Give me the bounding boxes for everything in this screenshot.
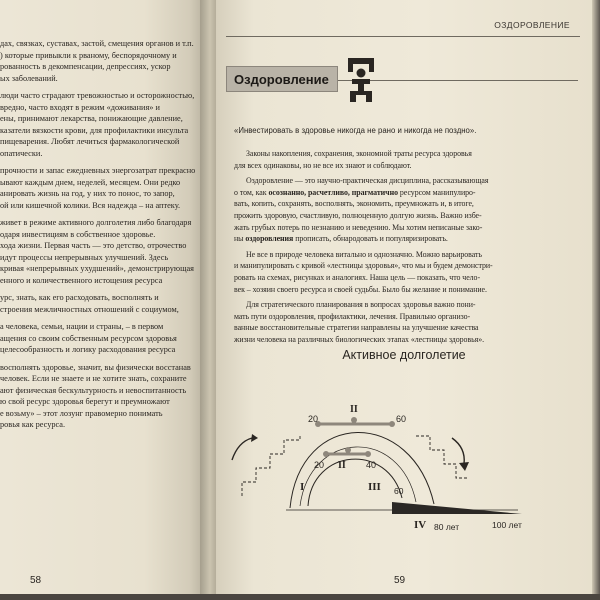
left-arrow-icon [232, 438, 252, 460]
body-line: вать, копить, сохранять, восполнять, экономить, преумножать и, в итоге, [234, 199, 474, 209]
body-line: и манипулировать с кривой «лестницы здоровья», что мы и будем демонстри- [234, 261, 493, 271]
decline-ramp [392, 502, 522, 514]
left-page-line: человек. Если не знаете и не хотите знать, сохраните [0, 374, 187, 383]
emphasis-text: оздоровления [245, 234, 294, 244]
inner-mid-dot [345, 447, 351, 453]
body-line: ванные восстановительные стратегии направлены на улучшение качества [234, 323, 479, 333]
body-line: Не все в природе человека витально и однозначно. Можно варьировать [246, 249, 482, 259]
diagram-title: Активное долголетие [342, 348, 466, 362]
body-line: жизни человека на различных биологических этапах «лестницы здоровья». [234, 334, 485, 344]
label-inner-40: 40 [366, 460, 377, 470]
label-inner-II: II [338, 460, 346, 471]
left-page-line: ) которые привыкли к рваному, беспорядочному и [0, 50, 177, 60]
left-page-line: ой или кишечной колики. Вся надежда – на аптеку. [0, 200, 181, 210]
body-line: ровать на схемах, рисунках и аналогиях. Наша цель — показать, что чело- [234, 272, 481, 282]
top-right-dot [389, 421, 395, 427]
left-page-line: опатически. [0, 148, 43, 158]
epigraph-quote: «Инвестировать в здоровье никогда не рано и никогда не поздно». [234, 126, 477, 135]
left-page-line: идут процессы непрерывных улучшений. Здесь [0, 252, 169, 262]
body-text [234, 148, 574, 346]
left-page-line: пищеварения. Любят лечиться фармакологической [0, 137, 180, 146]
body-line: Оздоровление — это научно-практическая дисциплина, рассказывающая [246, 176, 489, 186]
label-inner-20: 20 [314, 460, 325, 470]
left-page-line: ю свой ресурс здоровья берегут и преумножают [0, 397, 170, 406]
label-age-80: 80 лет [434, 522, 460, 532]
right-arrow-icon [452, 438, 464, 464]
left-page-text [0, 38, 206, 431]
running-header-rule [226, 36, 580, 37]
emphasis-text: осознанно, расчетливо, прагматично [268, 187, 398, 197]
left-page-line: вредно, часто входят в режим «доживания» и [0, 102, 160, 112]
body-line: для всех одинаковы, но не все их знают и соблюдают. [234, 160, 412, 170]
running-header: ОЗДОРОВЛЕНИЕ [494, 20, 570, 30]
left-page-line: строения межличностных отношений с социумом, [0, 304, 179, 314]
body-line: о том, как осознанно, расчетливо, прагматично ресурсом манипулиро- [234, 187, 476, 197]
left-page-line: анировать жизнь на год, у них то понос, то запор, [0, 189, 175, 198]
body-line: Законы накопления, сохранения, экономной траты ресурса здоровья [246, 149, 472, 158]
body-line: Для стратегического планирования в вопросах здоровья важно пони- [246, 300, 476, 310]
active-longevity-diagram [216, 378, 592, 548]
left-page-line: одаря инвестициям в собственное здоровье. [0, 229, 156, 239]
body-line: мать пути оздоровления, профилактики, лечения. Правильно организо- [234, 311, 471, 321]
body-line: жать грубых потерь по незнанию и неведению. Мы хотим неписаные зако- [234, 222, 483, 232]
label-age-100: 100 лет [492, 520, 522, 530]
right-arrowhead-icon [459, 462, 469, 471]
left-page-line: ровья как ресурса. [0, 420, 66, 429]
inner-left-dot [323, 451, 329, 457]
label-top-20: 20 [308, 414, 319, 424]
right-page [216, 0, 592, 600]
left-page-line: люди часто страдают тревожностью и осторожностью, [0, 91, 195, 100]
left-page-line: восполнять здоровье, значит, вы физически восстанав [0, 362, 191, 372]
section-title: Оздоровление [234, 72, 329, 87]
top-mid-dot [351, 417, 357, 423]
right-page-number: 59 [394, 575, 406, 586]
left-page-line: целесообразность и логику расходования ресурса [0, 345, 176, 354]
left-arrowhead-icon [251, 434, 258, 442]
label-zone-IV: IV [414, 519, 427, 531]
left-page-line: казатели вязкости крови, для профилактики инсульта [0, 125, 189, 135]
left-page-number: 58 [30, 575, 42, 586]
label-top-II: II [350, 404, 358, 415]
left-page-line: ащения со своим собственным ресурсом здоровья [0, 333, 177, 343]
label-zone-I: I [300, 481, 305, 493]
left-page-line: енного и количественного истощения ресурса [0, 275, 163, 285]
left-page-line: ены, принимают лекарства, понижающие давление, [0, 114, 183, 123]
left-page-line: е возьму» – этот лозунг правомерно понимать [0, 408, 163, 418]
stylized-figure-icon [344, 54, 378, 104]
page-edge [592, 0, 600, 600]
table-shadow [0, 594, 600, 600]
left-page-line: прочности и запас ежедневных энергозатрат прекрасно [0, 166, 196, 175]
left-page-line: ых заболеваний. [0, 73, 58, 83]
left-page-line: ывают каждым днем, неделей, месяцем. Они редко [0, 177, 181, 187]
label-top-60: 60 [396, 414, 407, 424]
left-staircase [242, 436, 300, 496]
left-page-line: рованность в декомпенсации, депрессиях, ускор [0, 62, 171, 71]
left-page-line: живет в режиме активного долголетия либо благодаря [0, 218, 192, 227]
body-line: век – хозяин своего ресурса и своей судьбы. Было бы желание и понимание. [234, 284, 487, 294]
left-page-line: урс, знать, как его расходовать, восполнять и [0, 293, 159, 302]
right-staircase [416, 436, 468, 478]
mid-health-arc [300, 447, 416, 506]
left-page-line: кривая «непрерывных ухудшений», демонстрирующая [0, 264, 194, 273]
left-page-line: ают физическая бескультурность и невоспитанность [0, 385, 187, 395]
body-line: ны оздоровления прописать, обнародовать и популяризировать. [234, 234, 448, 244]
inner-right-dot [365, 451, 371, 457]
label-mark-60: 60 [394, 486, 404, 496]
left-page-line: а человека, семьи, нации и страны, – в первом [0, 322, 164, 331]
left-page [0, 0, 206, 600]
left-page-line: дах, связках, суставах, застой, смещения органов и т.п. [0, 39, 194, 48]
outer-health-arc [290, 432, 434, 508]
label-zone-III: III [368, 481, 381, 493]
body-line: прожить здоровую, счастливую, полноценную долгую жизнь. Важно избе- [234, 210, 482, 220]
left-page-line: хода жизни. Первая часть — это детство, отрочество [0, 241, 187, 250]
